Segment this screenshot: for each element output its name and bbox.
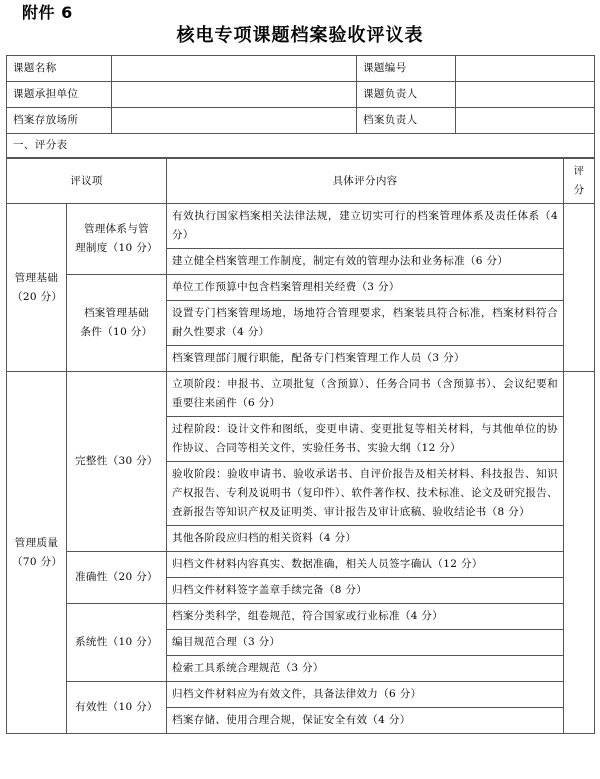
subcategory-label-line1: 系统性（10 分） — [75, 636, 158, 648]
column-header-score: 评分 — [564, 159, 595, 204]
page-title: 核电专项课题档案验收评议表 — [176, 25, 424, 46]
criterion-item: 有效执行国家档案相关法律法规，建立切实可行的档案管理体系及责任体系（4 分） — [167, 204, 564, 249]
criterion-item: 过程阶段：设计文件和图纸，变更申请、变更批复等相关材料，与其他单位的协作协议、合同等相关文件，实验任务书、实验大纲（12 分） — [167, 417, 564, 462]
subcategory-validity — [67, 682, 167, 734]
subcategory-completeness — [67, 372, 167, 552]
field-value-subject-name[interactable] — [112, 56, 357, 82]
subcategory-label-line1: 准确性（20 分） — [75, 571, 158, 583]
field-label-subject-leader: 课题负责人 — [357, 82, 456, 108]
category-label-line1: 管理质量 — [14, 536, 59, 549]
subcategory-systematicness — [67, 604, 167, 682]
category-management-foundation — [7, 204, 67, 372]
subcategory-basic-conditions — [67, 275, 167, 372]
criterion-item: 检索工具系统合理规范（3 分） — [167, 656, 564, 682]
criterion-item: 编目规范合理（3 分） — [167, 630, 564, 656]
criterion-item: 验收阶段：验收申请书、验收承诺书、自评价报告及相关材料、科技报告、知识产权报告、专利及说明书（复印件）、软件著作权、技术标准、论文及研究报告、查新报告等知识产权及证明类、审计报告及审计底稿、验收结论书（8 分） — [167, 462, 564, 526]
field-label-subject-number: 课题编号 — [357, 56, 456, 82]
field-value-undertaking-unit[interactable] — [112, 82, 357, 108]
field-label-undertaking-unit: 课题承担单位 — [7, 82, 112, 108]
table-row — [7, 552, 595, 578]
criterion-item: 档案管理部门履行职能，配备专门档案管理工作人员（3 分） — [167, 346, 564, 372]
criterion-item: 立项阶段：申报书、立项批复（含预算）、任务合同书（含预算书）、会议纪要和重要往来函件（6 分） — [167, 372, 564, 417]
field-value-subject-number[interactable] — [456, 56, 595, 82]
criterion-item: 设置专门档案管理场地，场地符合管理要求，档案装具符合标准，档案材料符合耐久性要求（4 分） — [167, 301, 564, 346]
subcategory-accuracy — [67, 552, 167, 604]
table-row — [7, 108, 595, 134]
section-heading-row — [7, 134, 595, 158]
category-label-line1: 管理基础 — [14, 271, 59, 284]
subcategory-management-system — [67, 204, 167, 275]
info-table — [6, 55, 595, 158]
field-value-subject-leader[interactable] — [456, 82, 595, 108]
table-row — [7, 275, 595, 301]
criterion-item: 档案存储、使用合理合规，保证安全有效（4 分） — [167, 708, 564, 734]
column-header-evaluation-item: 评议项 — [7, 159, 167, 204]
subcategory-label-line2: 条件（10 分） — [80, 326, 153, 338]
column-header-scoring-content: 具体评分内容 — [167, 159, 564, 204]
score-input-management-foundation[interactable] — [564, 204, 595, 372]
subcategory-label-line1: 档案管理基础 — [83, 307, 150, 319]
table-row — [7, 604, 595, 630]
section-heading-scoring-table: 一、评分表 — [7, 134, 595, 158]
category-label-line2: （20 分） — [12, 290, 63, 303]
field-label-archive-leader: 档案负责人 — [357, 108, 456, 134]
subcategory-label-line1: 管理体系与管 — [83, 223, 150, 235]
subcategory-label-line1: 完整性（30 分） — [75, 455, 158, 467]
table-header-row — [7, 159, 595, 204]
criterion-item: 其他各阶段应归档的相关资料（4 分） — [167, 526, 564, 552]
criterion-item: 档案分类科学，组卷规范，符合国家或行业标准（4 分） — [167, 604, 564, 630]
table-row — [7, 82, 595, 108]
scoring-table — [6, 158, 595, 734]
category-management-quality — [7, 372, 67, 734]
field-label-subject-name: 课题名称 — [7, 56, 112, 82]
field-value-archive-location[interactable] — [112, 108, 357, 134]
field-value-archive-leader[interactable] — [456, 108, 595, 134]
table-row — [7, 682, 595, 708]
field-label-archive-location: 档案存放场所 — [7, 108, 112, 134]
table-row — [7, 372, 595, 417]
criterion-item: 归档文件材料内容真实、数据准确，相关人员签字确认（12 分） — [167, 552, 564, 578]
criterion-item: 单位工作预算中包含档案管理相关经费（3 分） — [167, 275, 564, 301]
criterion-item: 建立健全档案管理工作制度，制定有效的管理办法和业务标准（6 分） — [167, 249, 564, 275]
category-label-line2: （70 分） — [12, 555, 63, 568]
subcategory-label-line2: 理制度（10 分） — [75, 242, 158, 254]
attachment-label: 附件 6 — [22, 3, 73, 22]
score-input-management-quality[interactable] — [564, 372, 595, 734]
criterion-item: 归档文件材料签字盖章手续完备（8 分） — [167, 578, 564, 604]
table-row — [7, 204, 595, 249]
criterion-item: 归档文件材料应为有效文件，具备法律效力（6 分） — [167, 682, 564, 708]
table-row — [7, 56, 595, 82]
subcategory-label-line1: 有效性（10 分） — [75, 701, 158, 713]
